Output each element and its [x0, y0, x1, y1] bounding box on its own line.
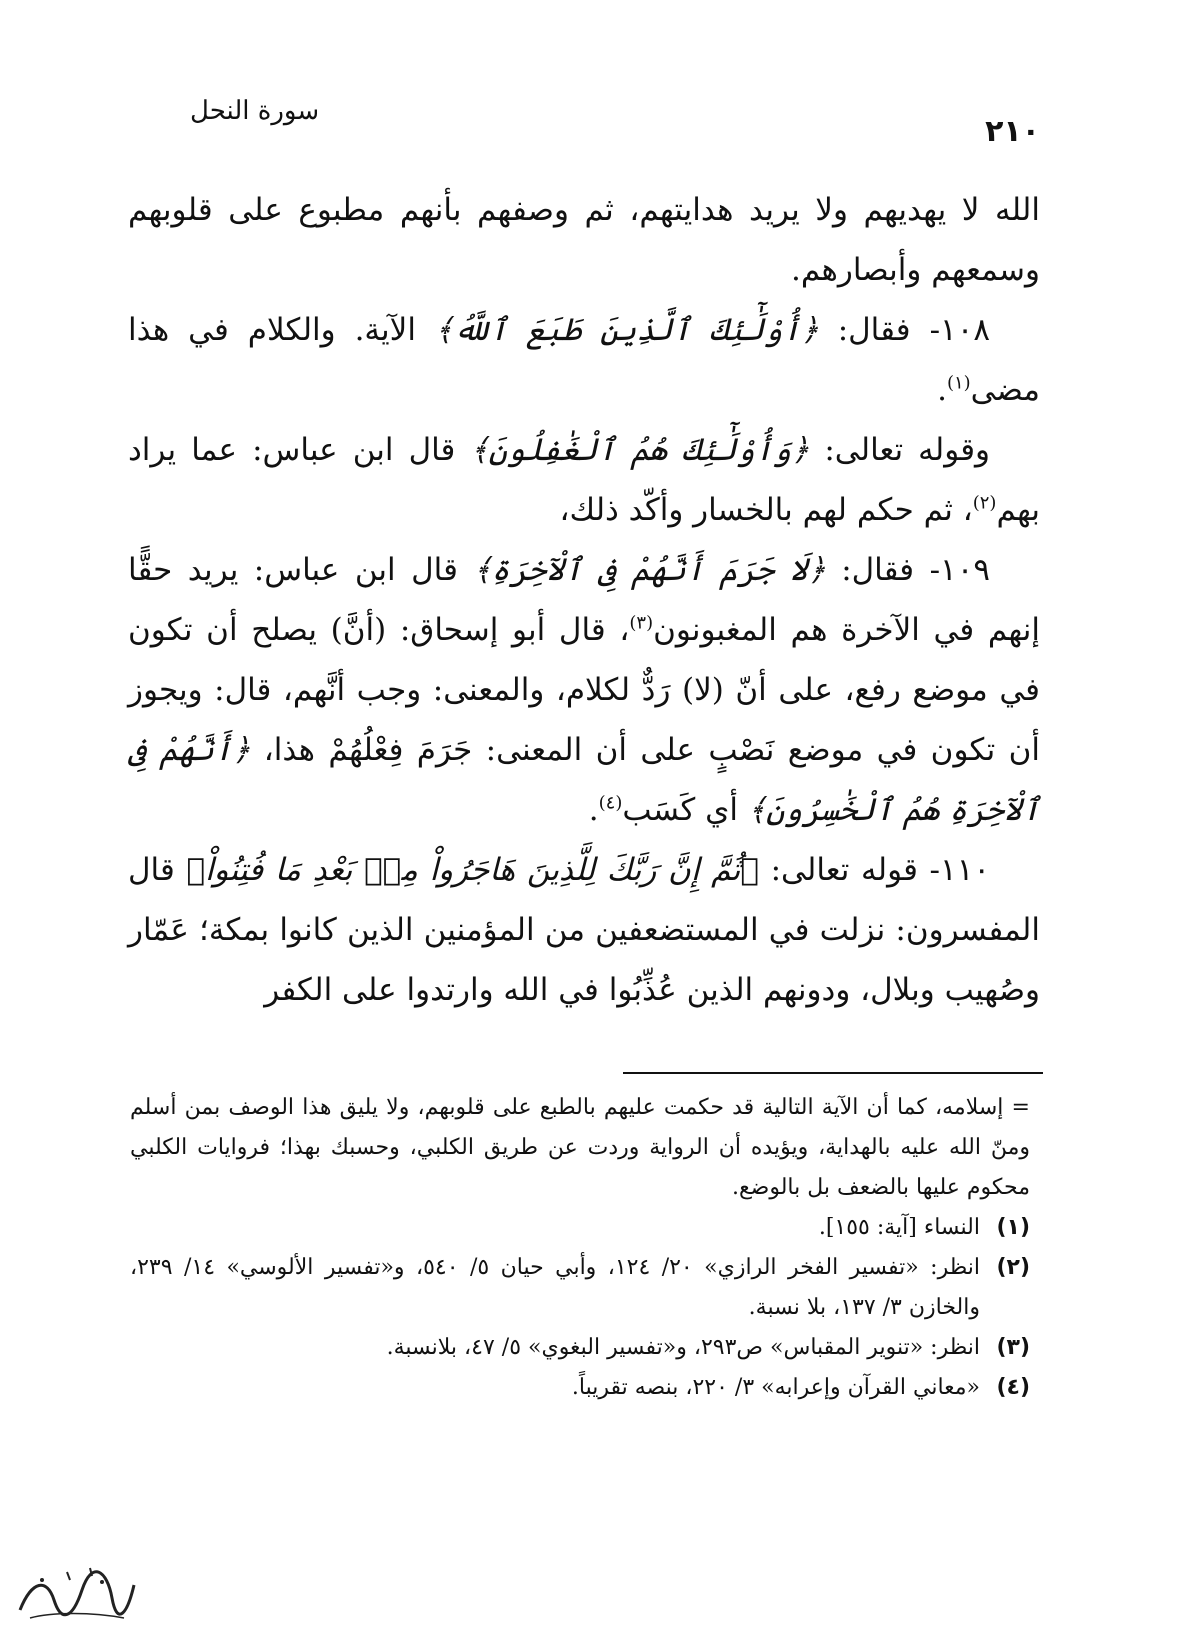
footnote-text: النساء [آية: ١٥٥].: [818, 1215, 980, 1240]
footnote-3: [130, 1328, 1030, 1368]
paragraph-1-text: الله لا يهديهم ولا يريد هدايتهم، ثم وصفهم بأنهم مطبوع على قلوبهم وسمعهم وأبصارهم.: [128, 192, 1040, 288]
footnote-number: (٣): [996, 1335, 1030, 1360]
paragraph-110: [128, 840, 1040, 1020]
paragraph-108-text: الآية. والكلام في هذا مضى: [128, 312, 1040, 408]
footnote-ref-3[interactable]: (٣): [629, 612, 654, 634]
footnote-ref-2[interactable]: (٢): [972, 492, 997, 514]
footnotes: [130, 1088, 1030, 1408]
verse-108-number: ١٠٨- فقال:: [818, 312, 990, 348]
quran-verse-109: ﴿لَا جَرَمَ أَنَّهُمْ فِى ٱلْآخِرَةِ﴾: [473, 552, 826, 588]
paragraph-109-end: أي كَسَب: [622, 792, 748, 828]
footnote-continuation: = إسلامه، كما أن الآية التالية قد حكمت عليهم بالطبع على قلوبهم، ولا يليق هذا الوصف بمن أسلم ومنّ الله عليه بالهداية، ويؤيده أن الرواية وردت عن طريق الكلبي، وحسبك بهذا؛ فروايات الكلبي محكوم عليها بالضعف بل بالوضع.: [130, 1095, 1030, 1200]
paragraph-1: [128, 180, 1040, 300]
paragraph-108b-end: ، ثم حكم لهم بالخسار وأكّد ذلك،: [559, 492, 973, 528]
footnote-2: [130, 1248, 1030, 1328]
quran-verse-108b: ﴿وَأُوْلَٰٓئِكَ هُمُ ٱلْغَٰفِلُونَ﴾: [470, 432, 810, 468]
footnote-ref-4[interactable]: (٤): [598, 792, 623, 814]
footnote-ref-1[interactable]: (١): [946, 372, 971, 394]
page-number: ٢١٠: [985, 114, 1040, 149]
almoshahm-logo-icon: [12, 1560, 142, 1630]
page-header: [120, 92, 1040, 162]
footnote-divider: [623, 1072, 1043, 1074]
footnote-number: (٤): [996, 1375, 1030, 1400]
footnote-4: [130, 1368, 1030, 1408]
verse-110-number: ١١٠- قوله تعالى:: [758, 852, 990, 888]
footnote-number: (١): [996, 1215, 1030, 1240]
paragraph-109: [128, 540, 1040, 840]
paragraph-109-text-2: ، قال أبو إسحاق: (أنَّ) يصلح أن تكون في موضع رفع، على أنّ (لا) رَدٌّ لكلام، والمعنى: وجب أنَّهم، قال: ويجوز أن تكون في موضع نَصْبٍ على أن المعنى: جَرَمَ فِعْلُهُمْ هذا،: [128, 612, 1040, 768]
paragraph-110-text: قال المفسرون: نزلت في المستضعفين من المؤمنين الذين كانوا بمكة؛ عَمّار وصُهيب وبلال، ودونهم الذين عُذِّبُوا في الله وارتدوا على الكفر: [128, 852, 1040, 1008]
paragraph-108-b: [128, 420, 1040, 540]
footnote-number: (٢): [996, 1255, 1030, 1280]
paragraph-108b-start: وقوله تعالى:: [809, 432, 990, 468]
paragraph-109-text: قال ابن عباس: يريد حقًّا إنهم في الآخرة هم المغبونون: [128, 552, 1041, 648]
quran-verse-109b: ﴿أَنَّهُمْ فِى ٱلْآخِرَةِ هُمُ ٱلْخَٰسِرُونَ﴾: [128, 732, 1040, 828]
paragraph-108b-text: قال ابن عباس: عما يراد بهم: [128, 432, 1040, 528]
footnote-text: انظر: «تفسير الفخر الرازي» ٢٠/ ١٢٤، وأبي حيان ٥/ ٥٤٠، و«تفسير الألوسي» ١٤/ ٢٣٩، والخازن ٣/ ١٣٧، بلا نسبة.: [130, 1255, 981, 1320]
main-text: [128, 180, 1040, 1020]
footnote-1: [130, 1208, 1030, 1248]
paragraph-108: [128, 300, 1040, 420]
paragraph-109-tail: .: [588, 792, 599, 828]
paragraph-108-tail: .: [937, 372, 947, 408]
verse-109-number: ١٠٩- فقال:: [825, 552, 990, 588]
footnote-text: «معاني القرآن وإعرابه» ٣/ ٢٢٠، بنصه تقريباً.: [571, 1375, 980, 1400]
running-title: سورة النحل: [190, 96, 320, 126]
quran-verse-110: ﴿ثُمَّ إِنَّ رَبَّكَ لِلَّذِينَ هَاجَرُواْ مِنۢ بَعْدِ مَا فُتِنُواْ﴾: [186, 852, 759, 888]
quran-verse-108: ﴿أُوْلَٰٓئِكَ ٱلَّذِينَ طَبَعَ ٱللَّهُ﴾: [434, 312, 819, 348]
footnote-text: انظر: «تنوير المقباس» ص٢٩٣، و«تفسير البغوي» ٥/ ٤٧، بلانسبة.: [386, 1335, 980, 1360]
